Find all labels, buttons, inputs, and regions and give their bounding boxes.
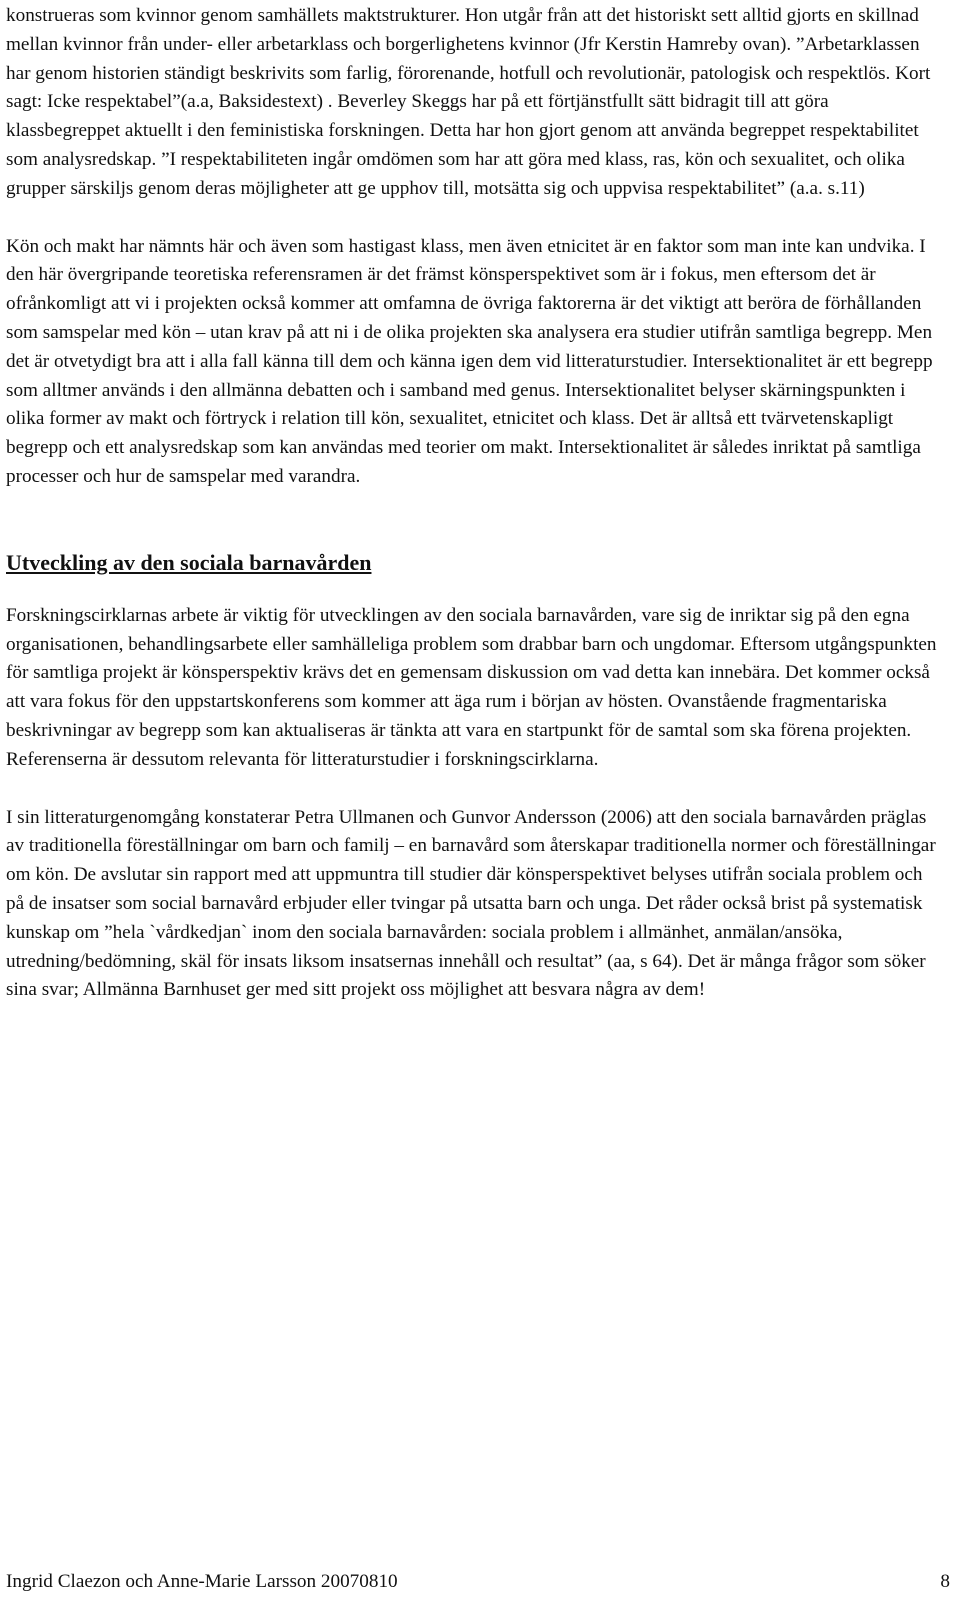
page-footer (6, 1568, 950, 1596)
body-paragraph: Kön och makt har nämnts här och även som hastigast klass, men även etnicitet är en faktor som man inte kan undvika. I den här övergripande teoretiska referensramen är det främst könsperspektivet som är i fokus, men eftersom det är ofrånkomligt att vi i projekten också kommer att omfamna de övriga faktorerna är det viktigt att beröra de förhållanden som samspelar med kön – utan krav på att ni i de olika projekten ska analysera era studier utifrån samtliga begrepp. Men det är otvetydigt bra att i alla fall känna till dem och känna igen dem vid litteraturstudier. Intersektionalitet är ett begrepp som alltmer används i den allmänna debatten och i samband med genus. Intersektionalitet belyser skärningspunkten i olika former av makt och förtryck i relation till kön, sexualitet, etnicitet och klass. Det är alltså ett tvärvetenskapligt begrepp och ett analysredskap som kan användas med teorier om makt. Intersektionalitet är således inriktat på samtliga processer och hur de samspelar med varandra. (6, 235, 933, 487)
body-paragraph: I sin litteraturgenomgång konstaterar Petra Ullmanen och Gunvor Andersson (2006) att den sociala barnavården präglas av traditionella föreställningar om barn och familj – en barnavård som återskapar traditionella normer och föreställningar om kön. De avslutar sin rapport med att uppmuntra till studier där könsperspektivet belyses utifrån sociala problem och på de insatser som social barnavård erbjuder eller tvingar på utsatta barn och unga. Det råder också brist på systematisk kunskap om ”hela `vårdkedjan` inom den sociala barnavården: sociala problem i allmänhet, anmälan/ansöka, utredning/bedömning, skäl för insats liksom insatsernas innehåll och resultat” (aa, s 64). Det är många frågor som söker sina svar; Allmänna Barnhuset ger med sitt projekt oss möjlighet att besvara några av dem! (6, 806, 936, 1001)
page-number: 8 (940, 1571, 950, 1592)
body-paragraph: Forskningscirklarnas arbete är viktig för utvecklingen av den sociala barnavården, vare sig de inriktar sig på den egna organisationen, behandlingsarbete eller samhälleliga problem som drabbar barn och ungdomar. Eftersom utgångspunkten för samtliga projekt är könsperspektiv krävs det en gemensam diskussion om vad detta kan innebära. Det kommer också att vara fokus för den uppstartskonferens som kommer att äga rum i början av hösten. Ovanstående fragmentariska beskrivningar av begrepp som kan aktualiseras är tänkta att vara en startpunkt för de samtal som ska förena projekten. Referenserna är dessutom relevanta för litteraturstudier i forskningscirklarna. (6, 604, 937, 770)
footer-authors-date: Ingrid Claezon och Anne-Marie Larsson 20070810 (6, 1571, 398, 1592)
document-page (6, 0, 940, 1005)
section-heading: Utveckling av den sociala barnavården (6, 549, 372, 575)
body-paragraph: konstrueras som kvinnor genom samhällets maktstrukturer. Hon utgår från att det historiskt sett alltid gjorts en skillnad mellan kvinnor från under- eller arbetarklass och borgerlighetens kvinnor (Jfr Kerstin Hamreby ovan). ”Arbetarklassen har genom historien ständigt beskrivits som farlig, förorenande, hotfull och revolutionär, patologisk och respektlös. Kort sagt: Icke respektabel”(a.a, Baksidestext) . Beverley Skeggs har på ett förtjänstfullt sätt bidragit till att göra klassbegreppet aktuellt i den feministiska forskningen. Detta har hon gjort genom att använda begreppet respektabilitet som analysredskap. ”I respektabiliteten ingår omdömen som har att göra med klass, ras, kön och sexualitet, och olika grupper särskiljs genom deras möjligheter att ge upphov till, motsätta sig och uppvisa respektabilitet” (a.a. s.11) (6, 5, 931, 199)
